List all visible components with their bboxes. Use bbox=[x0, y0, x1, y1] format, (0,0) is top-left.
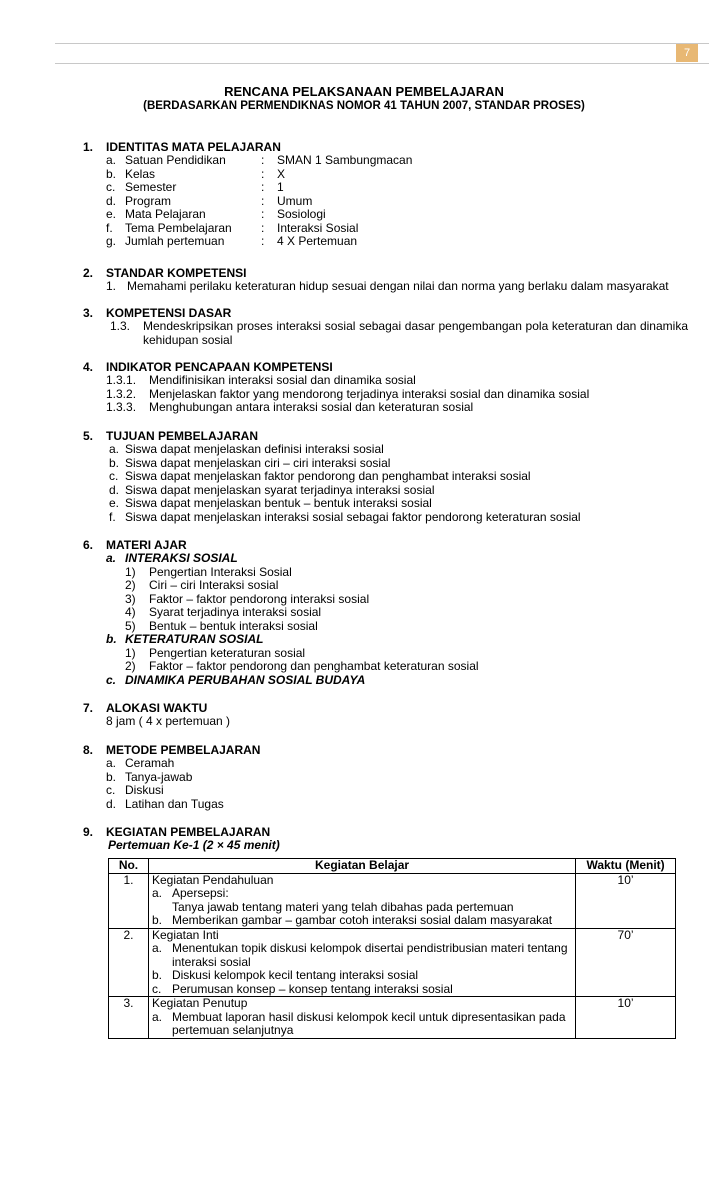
row-value: 4 X Pertemuan bbox=[277, 234, 358, 248]
item-marker: c. bbox=[109, 469, 119, 483]
page-number: 7 bbox=[676, 44, 698, 62]
item-text: Diskusi bbox=[125, 783, 164, 797]
section-title: STANDAR KOMPETENSI bbox=[106, 266, 247, 280]
item-marker: 2) bbox=[125, 659, 136, 673]
item-number: 1. bbox=[106, 279, 117, 293]
list-item bbox=[83, 620, 688, 634]
header-kegiatan: Kegiatan Belajar bbox=[148, 859, 575, 874]
item-text: Siswa dapat menjelaskan interaksi sosial sebagai faktor pendorong keteraturan sosial bbox=[125, 509, 581, 524]
cell-waktu: 10’ bbox=[576, 873, 676, 928]
section-number: 9. bbox=[83, 825, 94, 839]
item-text: Syarat terjadinya interaksi sosial bbox=[149, 605, 322, 619]
cell-kegiatan bbox=[148, 928, 575, 997]
activity-text: Apersepsi: bbox=[171, 886, 229, 900]
list-item bbox=[83, 566, 688, 580]
item-text: Pengertian keteraturan sosial bbox=[149, 645, 306, 660]
item-marker: 1.3.3. bbox=[106, 400, 137, 414]
list-item bbox=[83, 771, 688, 785]
list-item bbox=[83, 784, 688, 798]
row-separator: : bbox=[261, 153, 265, 167]
activity-text: Perumusan konsep – konsep tentang interaksi sosial bbox=[171, 981, 453, 996]
identity-row bbox=[83, 181, 688, 195]
item-marker: 2) bbox=[125, 578, 136, 592]
row-value: Sosiologi bbox=[277, 207, 326, 221]
activity-table bbox=[108, 858, 676, 1039]
row-letter: d. bbox=[106, 193, 117, 208]
meeting-text: Pertemuan Ke-1 (2 × 45 menit) bbox=[108, 838, 280, 852]
list-item bbox=[83, 660, 688, 674]
cell-no: 3. bbox=[109, 997, 149, 1039]
activity-line bbox=[152, 901, 572, 915]
row-label: Semester bbox=[125, 180, 177, 194]
activity-marker: a. bbox=[151, 1009, 162, 1024]
row-separator: : bbox=[261, 207, 265, 221]
row-separator: : bbox=[261, 166, 265, 181]
list-item bbox=[83, 497, 688, 511]
table-header-row bbox=[109, 859, 676, 874]
list-item bbox=[83, 388, 688, 402]
section-materi-ajar bbox=[83, 538, 688, 687]
header-no: No. bbox=[109, 859, 149, 874]
list-item bbox=[83, 484, 688, 498]
section-indikator bbox=[83, 360, 688, 415]
activity-marker: b. bbox=[151, 968, 162, 982]
section-heading bbox=[83, 825, 688, 839]
activity-line bbox=[152, 914, 572, 928]
section-number: 6. bbox=[83, 538, 94, 552]
item-text: Mendifinisikan interaksi sosial dan dinamika sosial bbox=[149, 373, 416, 387]
section-number: 5. bbox=[83, 429, 94, 443]
row-value: 1 bbox=[277, 180, 284, 194]
list-item bbox=[83, 647, 688, 661]
item-text: Latihan dan Tugas bbox=[125, 796, 224, 811]
item-text: Siswa dapat menjelaskan faktor pendorong dan penghambat interaksi sosial bbox=[125, 469, 531, 483]
row-letter: c. bbox=[106, 180, 116, 194]
item-text: Siswa dapat menjelaskan syarat terjadinya interaksi sosial bbox=[125, 482, 435, 497]
identity-row bbox=[83, 154, 688, 168]
activity-line bbox=[152, 942, 572, 956]
row-letter: e. bbox=[106, 207, 117, 221]
row-separator: : bbox=[261, 180, 265, 194]
item-marker: e. bbox=[109, 496, 120, 510]
activity-line bbox=[152, 887, 572, 901]
row-label: Program bbox=[125, 193, 172, 208]
list-item bbox=[83, 757, 688, 771]
section-number: 1. bbox=[83, 140, 94, 154]
section-identitas bbox=[83, 140, 688, 249]
list-item bbox=[83, 593, 688, 607]
list-item bbox=[83, 579, 688, 593]
group-letter: a. bbox=[106, 551, 117, 565]
activity-line bbox=[152, 1024, 572, 1038]
activity-text: interaksi sosial bbox=[171, 954, 251, 969]
item-marker: 4) bbox=[125, 605, 136, 619]
item-marker: b. bbox=[109, 455, 120, 470]
section-title: MATERI AJAR bbox=[106, 538, 187, 552]
activity-text: Kegiatan Penutup bbox=[151, 996, 248, 1010]
item-text: Ceramah bbox=[125, 756, 175, 770]
activity-marker: b. bbox=[151, 913, 162, 927]
cell-waktu: 10’ bbox=[576, 997, 676, 1039]
row-label: Satuan Pendidikan bbox=[125, 153, 226, 167]
activity-line bbox=[152, 969, 572, 983]
identity-row bbox=[83, 222, 688, 236]
activity-line bbox=[152, 983, 572, 997]
section-kompetensi-dasar bbox=[83, 306, 688, 347]
item-text: Menjelaskan faktor yang mendorong terjadinya interaksi sosial dan dinamika sosial bbox=[149, 386, 590, 401]
section-metode bbox=[83, 743, 688, 811]
identity-row bbox=[83, 235, 688, 249]
section-title: KOMPETENSI DASAR bbox=[106, 306, 232, 320]
section-heading bbox=[83, 140, 688, 154]
item-marker: 1) bbox=[125, 645, 136, 660]
materi-group-title bbox=[83, 633, 688, 647]
materi-group-title bbox=[83, 674, 688, 688]
row-separator: : bbox=[261, 193, 265, 208]
cell-kegiatan bbox=[148, 997, 575, 1039]
activity-line bbox=[152, 1011, 572, 1025]
list-item bbox=[83, 374, 688, 388]
item-text: Siswa dapat menjelaskan bentuk – bentuk interaksi sosial bbox=[125, 496, 432, 510]
activity-marker: a. bbox=[151, 941, 162, 955]
list-item bbox=[83, 511, 688, 525]
list-item bbox=[83, 470, 688, 484]
row-label: Jumlah pertemuan bbox=[125, 234, 225, 248]
item-text: Siswa dapat menjelaskan ciri – ciri interaksi sosial bbox=[125, 455, 391, 470]
list-item bbox=[83, 320, 688, 347]
item-marker: c. bbox=[106, 783, 116, 797]
header-rule-top bbox=[55, 43, 709, 44]
row-separator: : bbox=[261, 234, 265, 248]
activity-text: Kegiatan Inti bbox=[151, 927, 219, 942]
row-letter: a. bbox=[106, 153, 117, 167]
activity-text: Memberikan gambar – gambar cotoh interaksi sosial dalam masyarakat bbox=[171, 913, 553, 927]
section-heading bbox=[83, 266, 688, 280]
row-label: Tema Pembelajaran bbox=[125, 220, 232, 235]
section-heading bbox=[83, 306, 688, 320]
cell-kegiatan bbox=[148, 873, 575, 928]
activity-text: Menentukan topik diskusi kelompok disertai pendistribusian materi tentang bbox=[171, 941, 568, 955]
section-title: IDENTITAS MATA PELAJARAN bbox=[106, 140, 281, 154]
item-marker: 1.3.1. bbox=[106, 373, 137, 387]
activity-marker: a. bbox=[151, 886, 162, 900]
item-text: Mendeskripsikan proses interaksi sosial sebagai dasar pengembangan pola keteraturan dan dinamika kehidupan sosial bbox=[143, 319, 688, 347]
activity-text: pertemuan selanjutnya bbox=[171, 1023, 294, 1037]
section-number: 2. bbox=[83, 266, 94, 280]
materi-group-title bbox=[83, 552, 688, 566]
group-title: INTERAKSI SOSIAL bbox=[125, 551, 238, 565]
section-number: 4. bbox=[83, 360, 94, 374]
section-title: KEGIATAN PEMBELAJARAN bbox=[106, 825, 271, 839]
section-heading bbox=[83, 429, 688, 443]
item-marker: d. bbox=[106, 796, 117, 811]
group-title: DINAMIKA PERUBAHAN SOSIAL BUDAYA bbox=[125, 672, 366, 687]
activity-text: Diskusi kelompok kecil tentang interaksi sosial bbox=[171, 968, 419, 982]
alokasi-value: 8 jam ( 4 x pertemuan ) bbox=[106, 714, 231, 728]
item-marker: 1) bbox=[125, 564, 136, 579]
row-letter: g. bbox=[106, 234, 117, 248]
header-rule-bottom bbox=[55, 63, 709, 64]
identity-row bbox=[83, 168, 688, 182]
list-item bbox=[83, 443, 688, 457]
section-kegiatan bbox=[83, 825, 688, 853]
row-value: Interaksi Sosial bbox=[277, 220, 359, 235]
list-item bbox=[83, 798, 688, 812]
activity-marker: c. bbox=[151, 981, 162, 996]
item-text: Bentuk – bentuk interaksi sosial bbox=[149, 618, 318, 633]
document-subtitle: (BERDASARKAN PERMENDIKNAS NOMOR 41 TAHUN 2007, STANDAR PROSES) bbox=[143, 100, 585, 112]
item-marker: a. bbox=[109, 442, 120, 456]
identity-row bbox=[83, 208, 688, 222]
group-letter: b. bbox=[106, 632, 117, 646]
row-value: SMAN 1 Sambungmacan bbox=[277, 153, 413, 167]
group-letter: c. bbox=[106, 672, 117, 687]
table-row bbox=[109, 873, 676, 928]
item-marker: b. bbox=[106, 769, 117, 784]
activity-line bbox=[152, 874, 572, 888]
list-item bbox=[83, 280, 688, 294]
cell-waktu: 70’ bbox=[576, 928, 676, 997]
identity-row bbox=[83, 195, 688, 209]
item-text: Ciri – ciri Interaksi sosial bbox=[149, 578, 279, 592]
activity-text: Kegiatan Pendahuluan bbox=[151, 872, 274, 887]
section-number: 7. bbox=[83, 701, 94, 715]
section-number: 8. bbox=[83, 743, 94, 757]
item-marker: 5) bbox=[125, 618, 136, 633]
section-number: 3. bbox=[83, 306, 94, 320]
activity-text: Tanya jawab tentang materi yang telah dibahas pada pertemuan bbox=[171, 899, 514, 914]
table-row bbox=[109, 997, 676, 1039]
list-item bbox=[83, 401, 688, 415]
section-standar-kompetensi bbox=[83, 266, 688, 294]
row-value: Umum bbox=[277, 193, 313, 208]
alokasi-text bbox=[83, 715, 688, 729]
section-title: INDIKATOR PENCAPAAN KOMPETENSI bbox=[106, 360, 333, 374]
item-marker: f. bbox=[109, 509, 116, 524]
row-letter: b. bbox=[106, 166, 117, 181]
item-text: Faktor – faktor pendorong dan penghambat keteraturan sosial bbox=[149, 659, 479, 673]
activity-line bbox=[152, 929, 572, 943]
item-number: 1.3. bbox=[110, 319, 131, 333]
item-marker: 1.3.2. bbox=[106, 386, 137, 401]
row-letter: f. bbox=[106, 220, 113, 235]
row-value: X bbox=[277, 166, 286, 181]
cell-no: 2. bbox=[109, 928, 149, 997]
section-heading bbox=[83, 743, 688, 757]
group-title: KETERATURAN SOSIAL bbox=[125, 632, 264, 646]
document-title: RENCANA PELAKSANAAN PEMBELAJARAN bbox=[224, 84, 504, 99]
activity-line bbox=[152, 956, 572, 970]
item-text: Pengertian Interaksi Sosial bbox=[149, 564, 292, 579]
row-label: Mata Pelajaran bbox=[125, 207, 206, 221]
list-item bbox=[83, 457, 688, 471]
item-text: Memahami perilaku keteraturan hidup sesuai dengan nilai dan norma yang berlaku dalam masyarakat bbox=[127, 279, 669, 293]
item-marker: a. bbox=[106, 756, 117, 770]
item-text: Faktor – faktor pendorong interaksi sosial bbox=[149, 591, 370, 606]
section-alokasi-waktu bbox=[83, 701, 688, 729]
item-marker: 3) bbox=[125, 591, 136, 606]
section-heading bbox=[83, 538, 688, 552]
item-text: Menghubungan antara interaksi sosial dan keteraturan sosial bbox=[149, 400, 474, 414]
item-text: Tanya-jawab bbox=[125, 769, 193, 784]
section-title: METODE PEMBELAJARAN bbox=[106, 743, 261, 757]
section-title: ALOKASI WAKTU bbox=[106, 701, 208, 715]
meeting-label bbox=[83, 839, 688, 853]
activity-text: Membuat laporan hasil diskusi kelompok kecil untuk dipresentasikan pada bbox=[171, 1009, 566, 1024]
section-tujuan bbox=[83, 429, 688, 524]
section-title: TUJUAN PEMBELAJARAN bbox=[106, 429, 259, 443]
item-marker: d. bbox=[109, 482, 120, 497]
row-separator: : bbox=[261, 220, 265, 235]
list-item bbox=[83, 606, 688, 620]
section-heading bbox=[83, 701, 688, 715]
header-waktu: Waktu (Menit) bbox=[576, 859, 676, 874]
section-heading bbox=[83, 360, 688, 374]
cell-no: 1. bbox=[109, 873, 149, 928]
activity-line bbox=[152, 997, 572, 1011]
item-text: Siswa dapat menjelaskan definisi interaksi sosial bbox=[125, 442, 384, 456]
row-label: Kelas bbox=[125, 166, 156, 181]
table-row bbox=[109, 928, 676, 997]
